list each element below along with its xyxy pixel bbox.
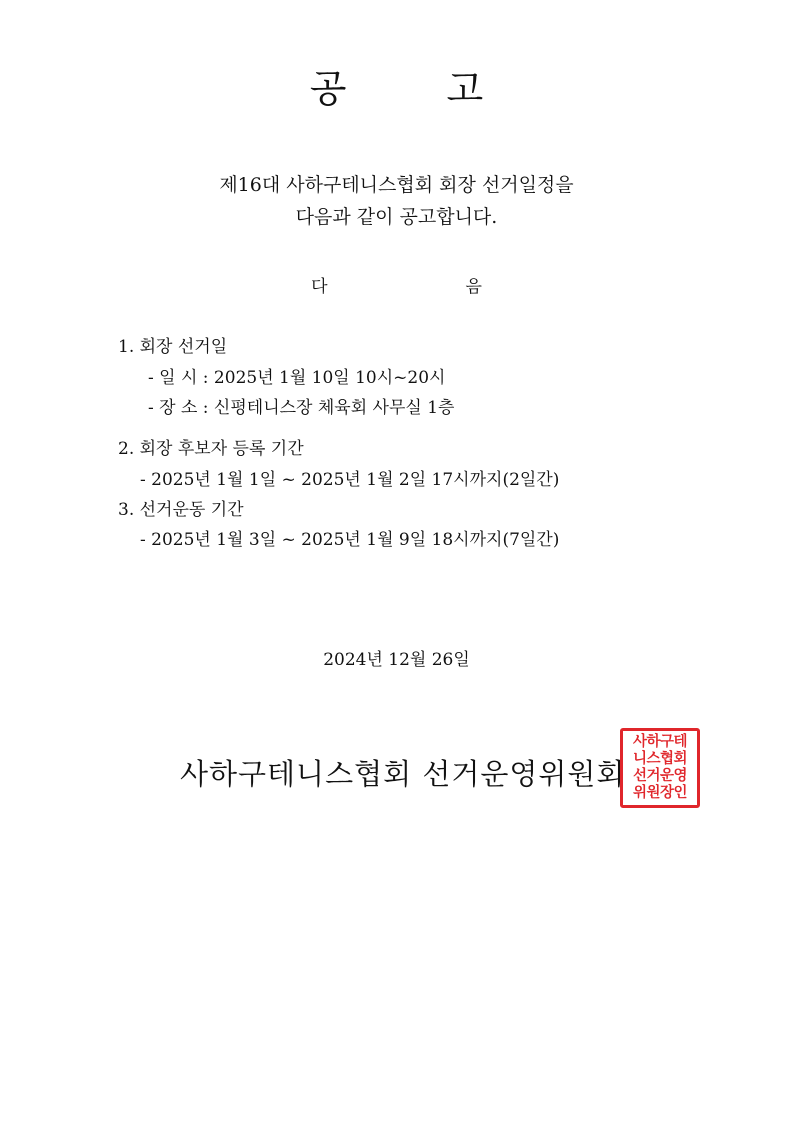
dasum-heading (0, 272, 793, 297)
dasum-char-2: 음 (465, 277, 482, 297)
seal-line-1: 사하구테 (632, 734, 688, 750)
section-2-detail: - 2025년 1월 1일 ~ 2025년 1월 2일 17시까지(2일간) (140, 470, 560, 490)
section-1-heading: 1. 회장 선거일 (118, 337, 228, 357)
section-3-heading: 3. 선거운동 기간 (118, 500, 244, 520)
seal-line-4: 위원장인 (632, 785, 688, 801)
official-seal (620, 728, 700, 808)
organization-name: 사하구테니스협회 선거운영위원회 (180, 757, 626, 791)
intro-line-2: 다음과 같이 공고합니다. (295, 206, 498, 228)
notice-title (0, 58, 793, 113)
section-2-heading: 2. 회장 후보자 등록 기간 (118, 439, 304, 459)
intro-line-1: 제16대 사하구테니스협회 회장 선거일정을 (219, 174, 574, 196)
title-char-2: 고 (446, 67, 484, 111)
section-1-date: - 일 시 : 2025년 1월 10일 10시~20시 (148, 368, 446, 388)
section-1-place: - 장 소 : 신평테니스장 체육회 사무실 1층 (148, 398, 455, 418)
title-char-1: 공 (309, 67, 347, 111)
dasum-char-1: 다 (311, 277, 328, 297)
seal-line-2: 니스협회 (632, 751, 688, 767)
notice-date: 2024년 12월 26일 (323, 650, 470, 670)
section-3-detail: - 2025년 1월 3일 ~ 2025년 1월 9일 18시까지(7일간) (140, 530, 560, 550)
seal-line-3: 선거운영 (632, 768, 688, 784)
